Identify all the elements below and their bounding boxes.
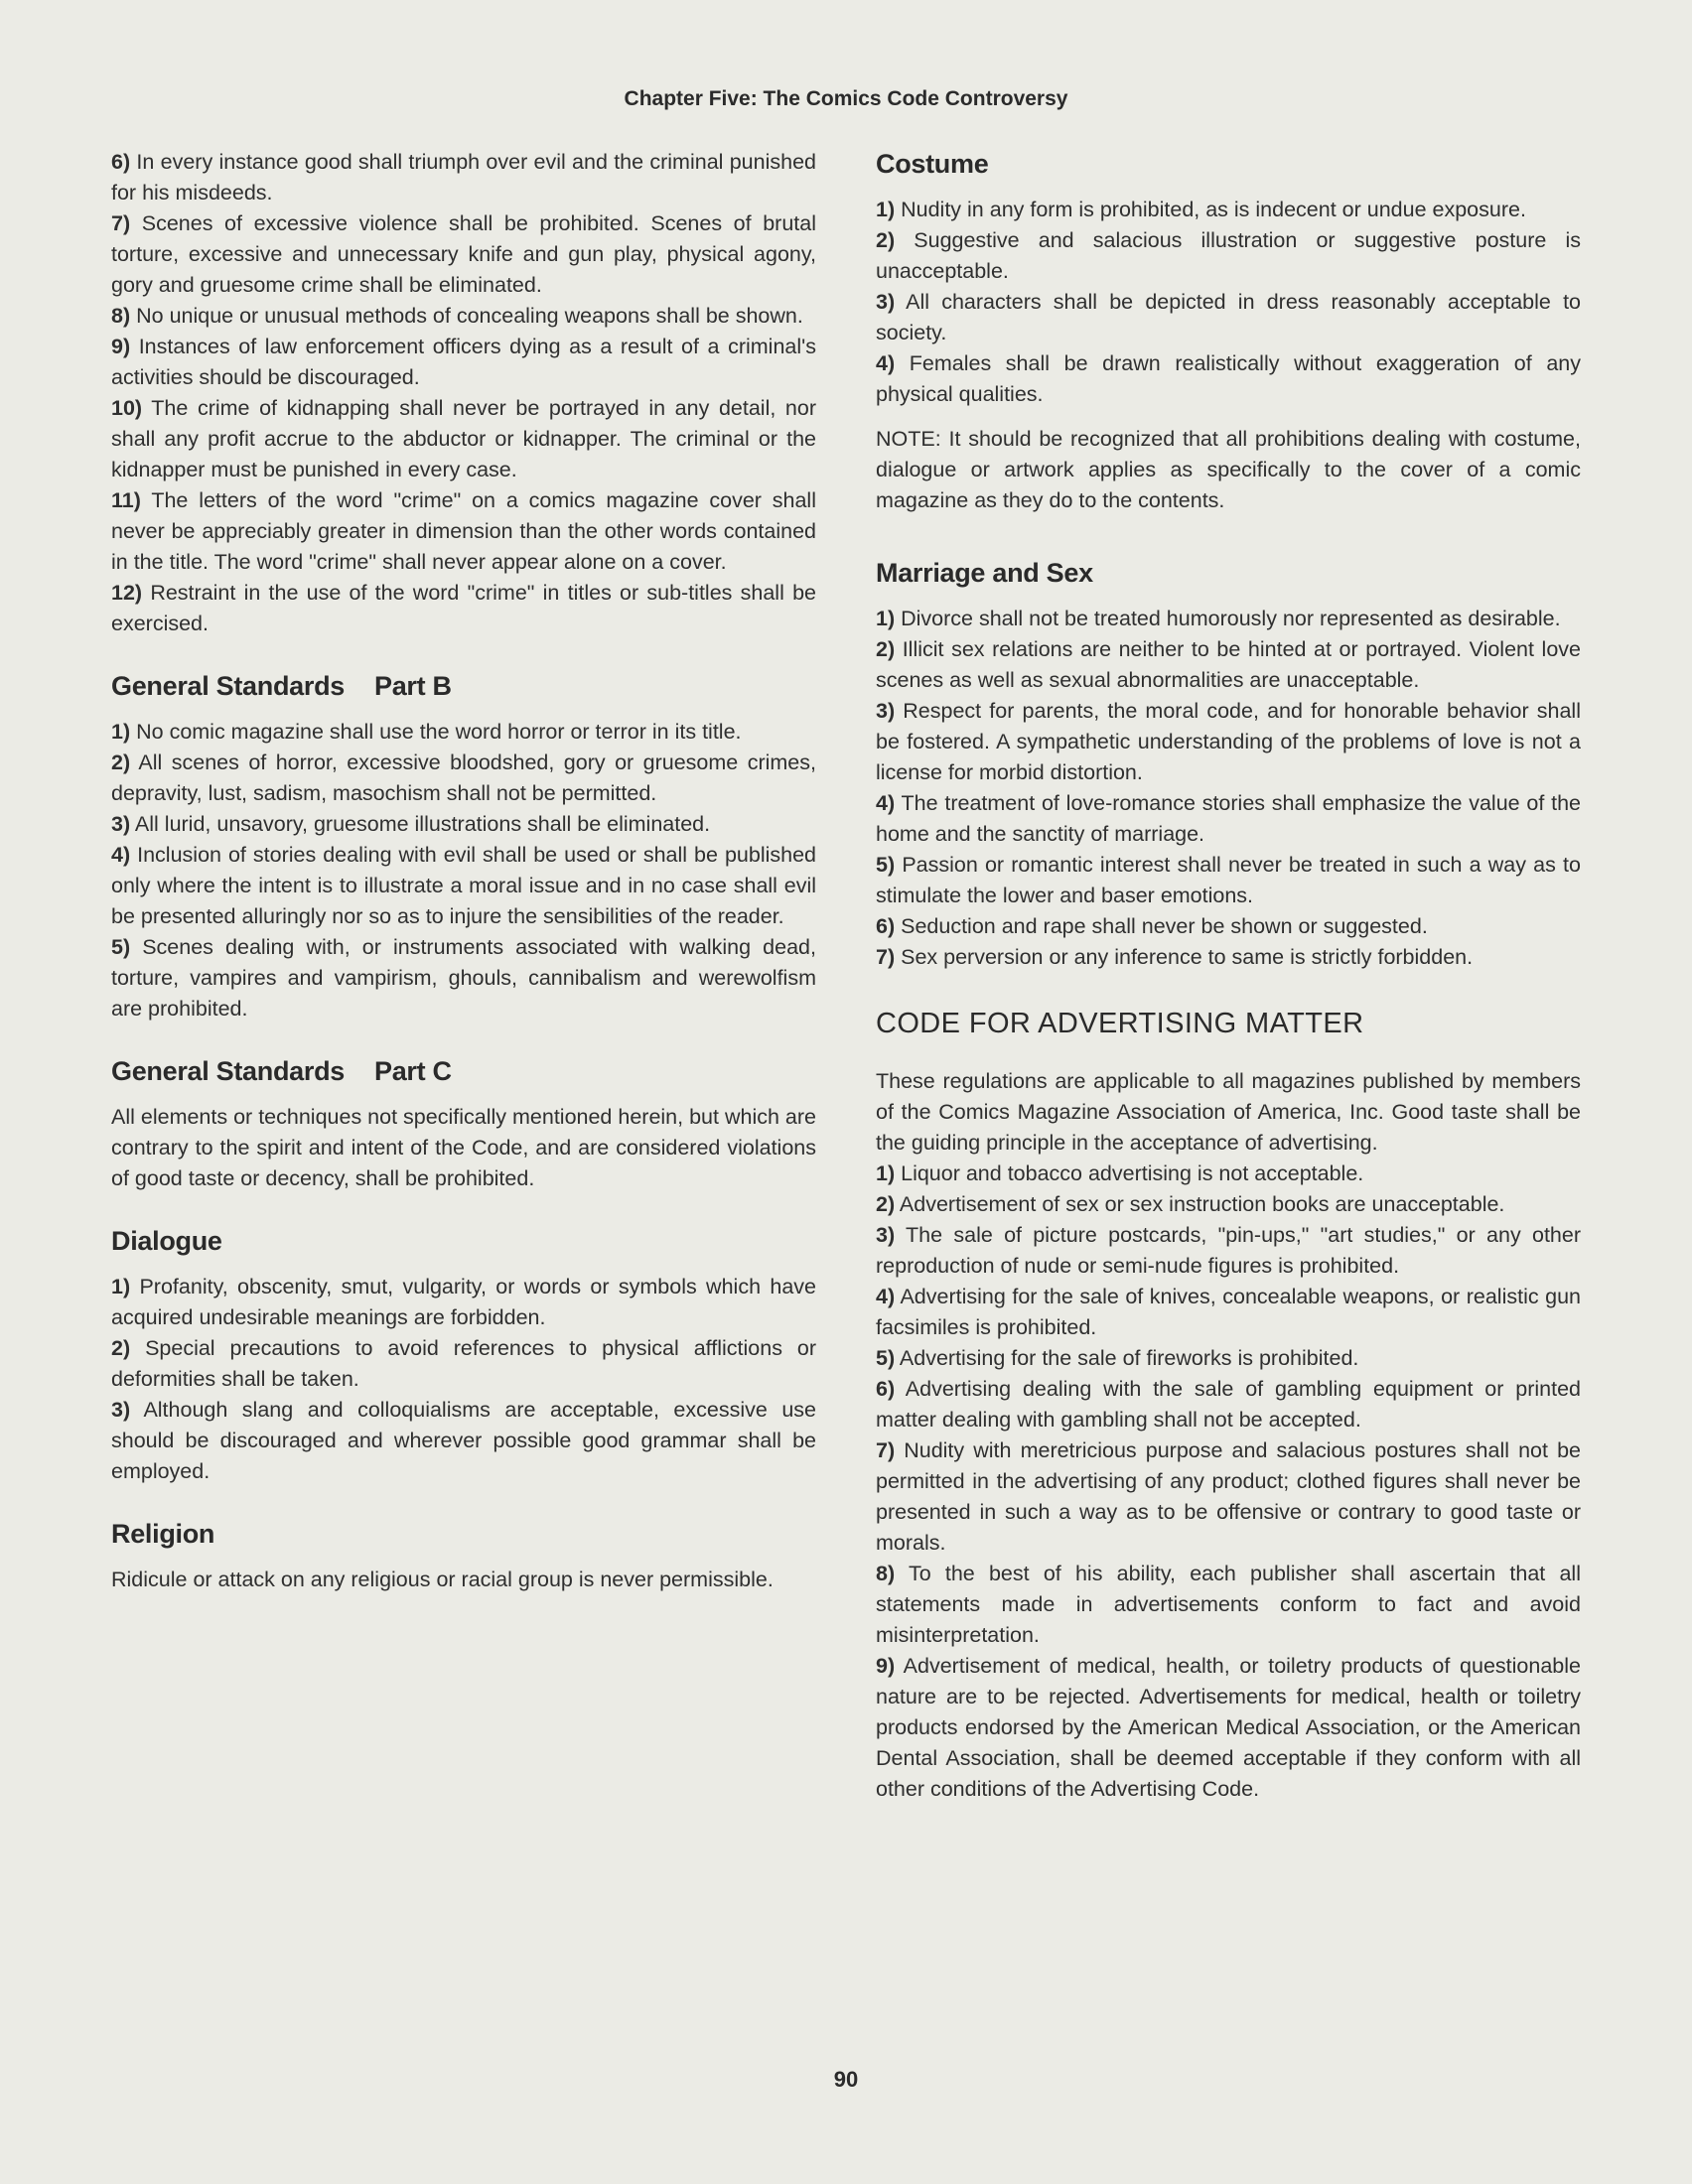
list-item	[876, 1651, 1581, 1805]
list-item	[876, 195, 1581, 225]
item-number: 7)	[111, 211, 131, 235]
item-text: Liquor and tobacco advertising is not acceptable.	[901, 1161, 1364, 1185]
list-item	[876, 225, 1581, 287]
dialogue-list	[111, 1272, 816, 1487]
list-item	[876, 788, 1581, 850]
item-number: 9)	[876, 1654, 896, 1678]
item-number: 10)	[111, 396, 143, 420]
item-number: 6)	[876, 914, 896, 938]
dialogue-heading: Dialogue	[111, 1226, 222, 1256]
part-b-label: Part B	[374, 671, 452, 701]
item-text: Special precautions to avoid references to physical afflictions or deformities shall be taken.	[111, 1336, 816, 1391]
list-item	[111, 301, 816, 332]
list-item	[876, 942, 1581, 973]
item-text: Instances of law enforcement officers dying as a result of a criminal's activities should be discouraged.	[111, 335, 816, 389]
item-number: 2)	[111, 751, 131, 774]
item-number: 4)	[876, 791, 896, 815]
item-number: 2)	[876, 637, 896, 661]
list-item	[111, 393, 816, 485]
item-number: 11)	[111, 488, 141, 512]
list-item	[111, 485, 816, 578]
list-item	[876, 696, 1581, 788]
item-text: All characters shall be depicted in dress reasonably acceptable to society.	[876, 290, 1581, 344]
costume-note: NOTE: It should be recognized that all prohibitions dealing with costume, dialogue or artwork applies as specifically to the cover of a comic magazine as they do to the contents.	[876, 427, 1581, 512]
item-text: Advertisement of medical, health, or toiletry products of questionable nature are to be rejected. Advertisements for medical, health or toiletry products endorsed by the American Medical Association, or the American Dental Association, shall be deemed acceptable if they conform with all other conditions of the Advertising Code.	[876, 1654, 1581, 1801]
item-text: Seduction and rape shall never be shown or suggested.	[901, 914, 1428, 938]
list-item	[111, 809, 816, 840]
costume-list	[876, 195, 1581, 410]
item-text: Respect for parents, the moral code, and for honorable behavior shall be fostered. A sympathetic understanding of the problems of love is not a license for morbid distortion.	[876, 699, 1581, 784]
list-item	[876, 1559, 1581, 1651]
list-item	[876, 850, 1581, 911]
item-number: 2)	[111, 1336, 131, 1360]
part-c-label: Part C	[374, 1056, 452, 1086]
item-number: 5)	[111, 935, 131, 959]
item-text: Scenes dealing with, or instruments associated with walking dead, torture, vampires and vampirism, ghouls, cannibalism and werewolfism are prohibited.	[111, 935, 816, 1021]
costume-heading: Costume	[876, 149, 989, 179]
part-b-heading	[111, 669, 816, 703]
item-text: No comic magazine shall use the word horror or terror in its title.	[136, 720, 742, 744]
list-item	[876, 348, 1581, 410]
item-number: 3)	[111, 1398, 131, 1422]
advertising-heading: CODE FOR ADVERTISING MATTER	[876, 1008, 1364, 1039]
item-number: 5)	[876, 853, 896, 877]
item-text: Nudity with meretricious purpose and salacious postures shall not be permitted in the advertising of any product; clothed figures shall never be presented in such a way as to be offensive or contrary to good taste or morals.	[876, 1438, 1581, 1555]
part-a-list	[111, 147, 816, 639]
list-item	[876, 911, 1581, 942]
list-item	[111, 332, 816, 393]
item-text: Restraint in the use of the word "crime" in titles or sub-titles shall be exercised.	[111, 581, 816, 635]
advertising-list	[876, 1159, 1581, 1805]
list-item	[876, 287, 1581, 348]
item-number: 1)	[876, 198, 896, 221]
item-text: To the best of his ability, each publisher shall ascertain that all statements made in advertisements conform to fact and avoid misinterpretation.	[876, 1562, 1581, 1647]
item-text: All scenes of horror, excessive bloodshed, gory or gruesome crimes, depravity, lust, sadism, masochism shall not be permitted.	[111, 751, 816, 805]
list-item	[111, 932, 816, 1024]
list-item	[876, 1282, 1581, 1343]
item-number: 7)	[876, 1438, 896, 1462]
item-text: Passion or romantic interest shall never be treated in such a way as to stimulate the lower and baser emotions.	[876, 853, 1581, 907]
item-text: All lurid, unsavory, gruesome illustrations shall be eliminated.	[134, 812, 711, 836]
item-text: Advertisement of sex or sex instruction books are unacceptable.	[899, 1192, 1505, 1216]
part-b-title: General Standards	[111, 671, 345, 701]
list-item	[876, 604, 1581, 634]
advertising-intro: These regulations are applicable to all magazines published by members of the Comics Magazine Association of America, Inc. Good taste shall be the guiding principle in the acceptance of advertising.	[876, 1069, 1581, 1155]
list-item	[876, 1189, 1581, 1220]
item-number: 2)	[876, 1192, 896, 1216]
item-number: 4)	[876, 351, 896, 375]
item-number: 2)	[876, 228, 896, 252]
item-text: The crime of kidnapping shall never be portrayed in any detail, nor shall any profit accrue to the abductor or kidnapper. The criminal or the kidnapper must be punished in every case.	[111, 396, 816, 481]
item-number: 1)	[111, 720, 131, 744]
item-number: 9)	[111, 335, 131, 358]
item-text: Scenes of excessive violence shall be prohibited. Scenes of brutal torture, excessive and unnecessary knife and gun play, physical agony, gory and gruesome crime shall be eliminated.	[111, 211, 816, 297]
item-text: Females shall be drawn realistically without exaggeration of any physical qualities.	[876, 351, 1581, 406]
item-text: Sex perversion or any inference to same is strictly forbidden.	[901, 945, 1474, 969]
list-item	[876, 1159, 1581, 1189]
item-text: The letters of the word "crime" on a comics magazine cover shall never be appreciably greater in dimension than the other words contained in the title. The word "crime" shall never appear alone on a cover.	[111, 488, 816, 574]
list-item	[111, 1272, 816, 1333]
part-b-list	[111, 717, 816, 1024]
item-text: Although slang and colloquialisms are acceptable, excessive use should be discouraged and wherever possible good grammar shall be employed.	[111, 1398, 816, 1483]
list-item	[111, 578, 816, 639]
item-number: 6)	[876, 1377, 896, 1401]
item-text: Advertising dealing with the sale of gambling equipment or printed matter dealing with gambling shall not be accepted.	[876, 1377, 1581, 1432]
list-item	[111, 840, 816, 932]
item-number: 12)	[111, 581, 143, 605]
item-text: Nudity in any form is prohibited, as is indecent or undue exposure.	[901, 198, 1526, 221]
item-text: The treatment of love-romance stories shall emphasize the value of the home and the sanctity of marriage.	[876, 791, 1581, 846]
item-number: 3)	[876, 699, 896, 723]
page-number: 90	[833, 2067, 859, 2092]
chapter-header: Chapter Five: The Comics Code Controversy	[624, 87, 1068, 110]
list-item	[111, 1333, 816, 1395]
item-number: 3)	[111, 812, 131, 836]
item-text: The sale of picture postcards, "pin-ups," "art studies," or any other reproduction of nude or semi-nude figures is prohibited.	[876, 1223, 1582, 1278]
marriage-heading: Marriage and Sex	[876, 558, 1093, 588]
list-item	[876, 634, 1581, 696]
religion-text: Ridicule or attack on any religious or racial group is never permissible.	[111, 1568, 774, 1591]
item-number: 1)	[876, 1161, 896, 1185]
list-item	[876, 1220, 1581, 1282]
item-number: 1)	[111, 1275, 131, 1298]
item-number: 3)	[876, 290, 896, 314]
item-number: 6)	[111, 150, 131, 174]
item-text: No unique or unusual methods of concealing weapons shall be shown.	[136, 304, 803, 328]
item-number: 8)	[876, 1562, 896, 1585]
item-number: 5)	[876, 1346, 896, 1370]
item-text: Advertising for the sale of knives, concealable weapons, or realistic gun facsimiles is prohibited.	[876, 1285, 1581, 1339]
item-text: Advertising for the sale of fireworks is prohibited.	[899, 1346, 1359, 1370]
part-c-title: General Standards	[111, 1056, 345, 1086]
item-number: 4)	[876, 1285, 896, 1308]
religion-heading: Religion	[111, 1519, 215, 1549]
part-c-heading	[111, 1054, 816, 1088]
item-text: Illicit sex relations are neither to be hinted at or portrayed. Violent love scenes as well as sexual abnormalities are unacceptable.	[876, 637, 1581, 692]
item-text: Profanity, obscenity, smut, vulgarity, or words or symbols which have acquired undesirable meanings are forbidden.	[111, 1275, 816, 1329]
item-number: 3)	[876, 1223, 896, 1247]
part-c-text: All elements or techniques not specifically mentioned herein, but which are contrary to the spirit and intent of the Code, and are considered violations of good taste or decency, shall be prohibited.	[111, 1105, 816, 1190]
left-column	[111, 147, 816, 1595]
item-number: 4)	[111, 843, 131, 867]
marriage-list	[876, 604, 1581, 973]
list-item	[876, 1435, 1581, 1559]
list-item	[111, 717, 816, 748]
item-number: 1)	[876, 607, 896, 630]
list-item	[111, 147, 816, 208]
list-item	[876, 1374, 1581, 1435]
item-text: Divorce shall not be treated humorously nor represented as desirable.	[901, 607, 1561, 630]
item-number: 7)	[876, 945, 896, 969]
list-item	[111, 748, 816, 809]
item-text: Inclusion of stories dealing with evil shall be used or shall be published only where the intent is to illustrate a moral issue and in no case shall evil be presented alluringly nor so as to injure the sensibilities of the reader.	[111, 843, 816, 928]
item-text: In every instance good shall triumph over evil and the criminal punished for his misdeeds.	[111, 150, 816, 205]
list-item	[111, 1395, 816, 1487]
list-item	[111, 208, 816, 301]
right-column	[876, 147, 1581, 1805]
list-item	[876, 1343, 1581, 1374]
item-number: 8)	[111, 304, 131, 328]
item-text: Suggestive and salacious illustration or suggestive posture is unacceptable.	[876, 228, 1581, 283]
